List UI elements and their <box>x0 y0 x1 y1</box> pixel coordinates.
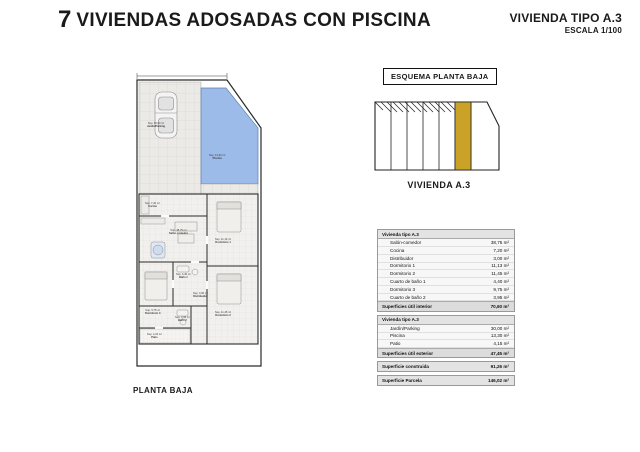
built-surface-row: Superficie construida 91,26 m² <box>377 361 515 372</box>
scheme-drawing <box>369 96 509 178</box>
table-row: Salón-comedor 38,75 m² <box>378 239 514 247</box>
highlighted-unit-a3 <box>455 102 471 170</box>
floor-plan-svg <box>131 66 267 376</box>
table-row: Cuarto de baño 2 3,95 m² <box>378 294 514 302</box>
surfaces-tables <box>377 229 515 389</box>
room-label-jardin-parking: Sup. 30,00 m² Jardin/Parking <box>147 122 166 129</box>
scheme-caption: VIVIENDA A.3 <box>407 180 471 190</box>
table-row: Dormitorio 3 9,75 m² <box>378 286 514 294</box>
table-row: Jardín/Parking 30,00 m² <box>378 325 514 333</box>
room-label-dormitorio-1: Sup. 11,13 m² Dormitorio 1 <box>215 238 232 245</box>
title-text: VIVIENDAS ADOSADAS CON PISCINA <box>76 10 431 31</box>
room-label-dormitorio-2: Sup. 11,45 m² Dormitorio 2 <box>215 311 232 318</box>
room-label-cocina: Sup. 7,20 m² Cocina <box>145 202 160 209</box>
room-label-bano-2: Sup. 3,95 m² Baño 2 <box>175 316 190 323</box>
room-label-bano-1: Sup. 4,40 m² Baño 1 <box>176 273 191 280</box>
room-label-piscina: Sup. 13,30 m² Piscina <box>209 154 226 161</box>
exterior-surfaces-table <box>377 315 515 359</box>
page-title <box>58 6 431 34</box>
dwelling-type: VIVIENDA TIPO A.3 <box>509 11 622 25</box>
table-row: Patio 4,15 m² <box>378 340 514 348</box>
room-label-distribuidor: Sup. 3,00 m² Distribuidor <box>193 292 208 299</box>
floor-plan-caption: PLANTA BAJA <box>133 386 193 395</box>
scheme-svg <box>369 96 509 178</box>
plot-surface-row: Superficie Parcela 146,02 m² <box>377 375 515 386</box>
title-number: 7 <box>58 6 72 33</box>
exterior-table-header: Vivienda tipo A.3 <box>378 316 514 325</box>
interior-surfaces-table <box>377 229 515 312</box>
table-row: Dormitorio 2 11,45 m² <box>378 270 514 278</box>
drawing-scale: ESCALA 1/100 <box>564 26 622 36</box>
interior-total-row: Superficies útil interior 70,60 m² <box>378 301 514 310</box>
table-row: Cuarto de baño 1 4,40 m² <box>378 278 514 286</box>
header-type-block <box>509 10 622 37</box>
table-row: Distribuidor 3,00 m² <box>378 255 514 263</box>
floor-plan-drawing <box>131 66 267 376</box>
table-row: Piscina 13,30 m² <box>378 333 514 341</box>
room-label-patio: Sup. 4,15 m² Patio <box>147 333 162 340</box>
table-row: Dormitorio 1 11,13 m² <box>378 263 514 271</box>
scheme-label-box: ESQUEMA PLANTA BAJA <box>383 68 497 85</box>
table-row: Cocina 7,20 m² <box>378 247 514 255</box>
interior-table-header: Vivienda tipo A.3 <box>378 230 514 239</box>
room-label-salon-comedor: Sup. 38,75 m² Salón-comedor <box>169 229 188 236</box>
exterior-total-row: Superficies útil exterior 47,45 m² <box>378 348 514 357</box>
room-label-dormitorio-3: Sup. 9,75 m² Dormitorio 3 <box>145 309 161 316</box>
